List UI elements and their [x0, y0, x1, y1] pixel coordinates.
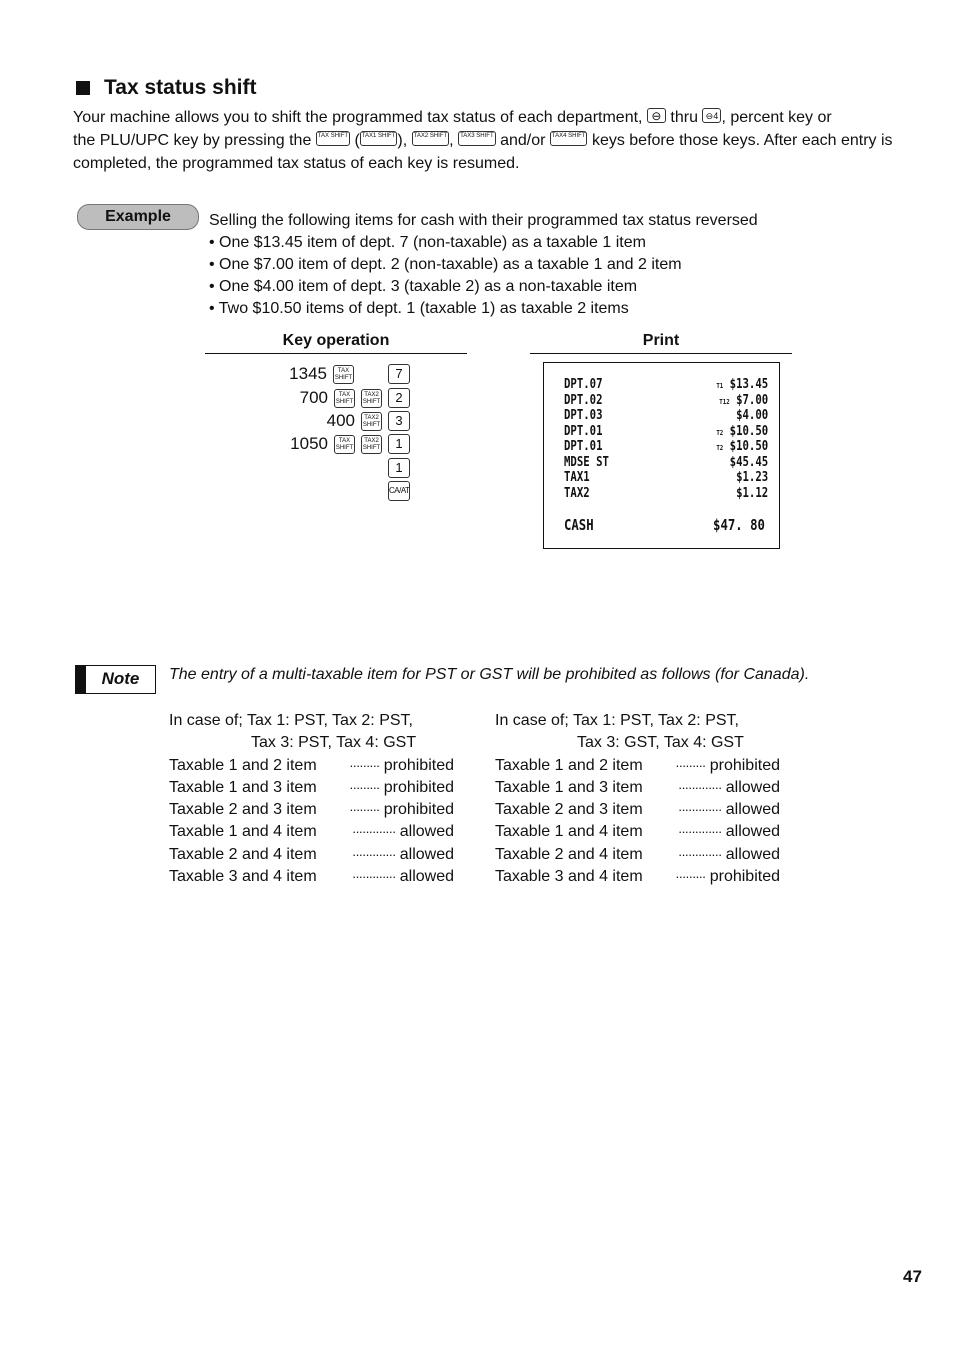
- key-row: [388, 481, 410, 501]
- entry-number: 1050: [290, 434, 328, 453]
- receipt-tax-tag: T2: [716, 429, 724, 437]
- receipt-label: DPT.01: [564, 424, 603, 439]
- dept-key-icon: 7: [388, 364, 410, 384]
- receipt-label: DPT.07: [564, 377, 603, 392]
- receipt-label: MDSE ST: [564, 455, 609, 470]
- rule-row: [169, 821, 454, 843]
- rule-dots: ·············: [678, 824, 722, 839]
- receipt-amount: $13.45: [729, 377, 769, 392]
- intro-line-3: completed, the programmed tax status of each key is resumed.: [73, 155, 520, 172]
- rule-item: Taxable 1 and 2 item: [169, 757, 317, 774]
- intro-text: ,: [449, 132, 454, 149]
- rule-status: allowed: [399, 823, 454, 840]
- rule-status: prohibited: [709, 868, 780, 885]
- key-operation-sequence: [260, 364, 410, 504]
- rule-dots: ·········: [675, 758, 706, 773]
- key-row: [289, 364, 410, 384]
- example-line: Selling the following items for cash with their programmed tax status reversed: [209, 212, 758, 229]
- receipt-amount: $1.12: [736, 486, 769, 501]
- minus4-key-icon: ⊖4: [702, 108, 721, 123]
- intro-text: Your machine allows you to shift the programmed tax status of each department,: [73, 109, 643, 126]
- intro-line-2: [73, 129, 893, 152]
- tax-shift-key-icon: TAX SHIFT: [333, 365, 354, 384]
- rule-dots: ·············: [678, 847, 722, 862]
- rule-row: [495, 755, 780, 777]
- receipt-tax-tag: T2: [716, 444, 724, 452]
- intro-line-1: [73, 106, 893, 129]
- dept-key-icon: 1: [388, 434, 410, 454]
- key-row: [388, 458, 410, 478]
- rule-row: [169, 777, 454, 799]
- example-line: • One $4.00 item of dept. 3 (taxable 2) as a non-taxable item: [209, 278, 638, 295]
- ca-at-key-icon: CA/AT: [388, 481, 410, 501]
- receipt-label: TAX2: [564, 486, 590, 501]
- note-label: Note: [101, 669, 140, 688]
- rule-dots: ·········: [349, 780, 380, 795]
- receipt-total-row: [564, 516, 765, 534]
- print-header: Print: [530, 332, 792, 354]
- tax1-shift-key-icon: TAX1 SHIFT: [360, 131, 398, 146]
- rule-row: [169, 799, 454, 821]
- receipt: [543, 362, 780, 549]
- section-title: Tax status shift: [104, 76, 257, 99]
- rule-item: Taxable 1 and 2 item: [495, 757, 643, 774]
- section-square-icon: [76, 81, 90, 95]
- intro-text: ),: [397, 132, 408, 149]
- rule-status: allowed: [399, 868, 454, 885]
- tax3-shift-key-icon: TAX3 SHIFT: [458, 131, 496, 146]
- tax2-shift-key-icon: TAX2 SHIFT: [361, 389, 382, 408]
- intro-text: , percent key or: [721, 109, 832, 126]
- receipt-label: TAX1: [564, 470, 590, 485]
- receipt-amount: $1.23: [736, 470, 769, 485]
- rule-item: Taxable 1 and 4 item: [495, 823, 643, 840]
- receipt-label: DPT.03: [564, 408, 603, 423]
- rule-row: [495, 799, 780, 821]
- receipt-row: [564, 470, 769, 486]
- entry-number: 700: [299, 388, 328, 407]
- rule-item: Taxable 2 and 4 item: [495, 846, 643, 863]
- rule-status: allowed: [725, 801, 780, 818]
- rule-item: Taxable 2 and 4 item: [169, 846, 317, 863]
- receipt-amount: $45.45: [729, 455, 769, 470]
- key-row: [327, 411, 410, 431]
- rule-item: Taxable 3 and 4 item: [169, 868, 317, 885]
- rule-row: [495, 844, 780, 866]
- rule-status: prohibited: [383, 779, 454, 796]
- dept-key-icon: 3: [388, 411, 410, 431]
- rule-row: [169, 866, 454, 888]
- tax2-shift-key-icon: TAX2 SHIFT: [412, 131, 450, 146]
- entry-number: 400: [326, 411, 355, 430]
- rule-status: allowed: [725, 779, 780, 796]
- receipt-row: [564, 408, 769, 424]
- receipt-row: [564, 424, 769, 440]
- receipt-row: [564, 439, 769, 455]
- tax2-shift-key-icon: TAX2 SHIFT: [361, 435, 382, 454]
- receipt-row: [564, 486, 769, 502]
- intro-text: thru: [670, 109, 698, 126]
- intro-text: (: [354, 132, 360, 149]
- receipt-row: [564, 455, 769, 471]
- rule-item: Taxable 2 and 3 item: [495, 801, 643, 818]
- note-box: [75, 665, 156, 694]
- receipt-amount: $10.50: [729, 439, 769, 454]
- intro-paragraph: [73, 106, 893, 175]
- receipt-row: [564, 377, 769, 393]
- example-line: • One $13.45 item of dept. 7 (non-taxable) as a taxable 1 item: [209, 234, 646, 251]
- example-line: • One $7.00 item of dept. 2 (non-taxable) as a taxable 1 and 2 item: [209, 256, 682, 273]
- receipt-row: [564, 393, 769, 409]
- tax-shift-key-icon: TAX SHIFT: [334, 389, 355, 408]
- tax4-shift-key-icon: TAX4 SHIFT: [550, 131, 588, 146]
- receipt-amount: $7.00: [736, 393, 769, 408]
- rule-dots: ·············: [352, 824, 396, 839]
- entry-number: 1345: [289, 364, 327, 383]
- receipt-total-label: CASH: [564, 516, 594, 534]
- intro-text: keys before those keys. After each entry is: [591, 132, 893, 149]
- rule-status: prohibited: [709, 757, 780, 774]
- rule-status: allowed: [725, 846, 780, 863]
- case-right-line-2: Tax 3: GST, Tax 4: GST: [577, 734, 744, 751]
- key-operation-header: Key operation: [205, 332, 467, 354]
- rule-item: Taxable 1 and 4 item: [169, 823, 317, 840]
- rule-dots: ·········: [675, 869, 706, 884]
- rule-status: allowed: [725, 823, 780, 840]
- rule-status: prohibited: [383, 757, 454, 774]
- key-row: [300, 388, 410, 408]
- note-bar: [76, 666, 86, 693]
- receipt-label: DPT.02: [564, 393, 603, 408]
- receipt-label: DPT.01: [564, 439, 603, 454]
- page-number: 47: [903, 1267, 922, 1286]
- rule-row: [169, 755, 454, 777]
- rule-row: [495, 866, 780, 888]
- note-text: The entry of a multi-taxable item for PST or GST will be prohibited as follows (for Canada).: [169, 666, 810, 683]
- tax2-shift-key-icon: TAX2 SHIFT: [361, 412, 382, 431]
- intro-text: and/or: [500, 132, 546, 149]
- minus-key-icon: ⊖: [647, 108, 666, 123]
- dept-key-icon: 2: [388, 388, 410, 408]
- rule-row: [495, 821, 780, 843]
- tax-shift-key-icon: TAX SHIFT: [334, 435, 355, 454]
- intro-text: the PLU/UPC key by pressing the: [73, 132, 312, 149]
- receipt-tax-tag: T1: [716, 382, 724, 390]
- tax-shift-key-icon: TAX SHIFT: [316, 131, 350, 146]
- rule-status: allowed: [399, 846, 454, 863]
- receipt-tax-tag: T12: [719, 398, 730, 406]
- case-left-line-1: In case of; Tax 1: PST, Tax 2: PST,: [169, 712, 413, 729]
- rule-status: prohibited: [383, 801, 454, 818]
- dept-key-icon: 1: [388, 458, 410, 478]
- example-line: • Two $10.50 items of dept. 1 (taxable 1) as taxable 2 items: [209, 300, 629, 317]
- rule-row: [495, 777, 780, 799]
- example-label: Example: [77, 204, 199, 230]
- receipt-amount: $4.00: [736, 408, 769, 423]
- receipt-amount: $10.50: [729, 424, 769, 439]
- rule-dots: ·············: [678, 802, 722, 817]
- rule-item: Taxable 1 and 3 item: [495, 779, 643, 796]
- case-right-line-1: In case of; Tax 1: PST, Tax 2: PST,: [495, 712, 739, 729]
- rule-item: Taxable 1 and 3 item: [169, 779, 317, 796]
- rule-item: Taxable 2 and 3 item: [169, 801, 317, 818]
- rule-item: Taxable 3 and 4 item: [495, 868, 643, 885]
- case-left-line-2: Tax 3: PST, Tax 4: GST: [251, 734, 417, 751]
- key-row: [290, 434, 410, 454]
- rule-dots: ·············: [352, 847, 396, 862]
- example-description: [209, 210, 758, 320]
- rule-dots: ·············: [678, 780, 722, 795]
- rule-row: [169, 844, 454, 866]
- rule-dots: ·········: [349, 802, 380, 817]
- rule-dots: ·············: [352, 869, 396, 884]
- rule-dots: ·········: [349, 758, 380, 773]
- receipt-total-amount: $47. 80: [713, 516, 765, 534]
